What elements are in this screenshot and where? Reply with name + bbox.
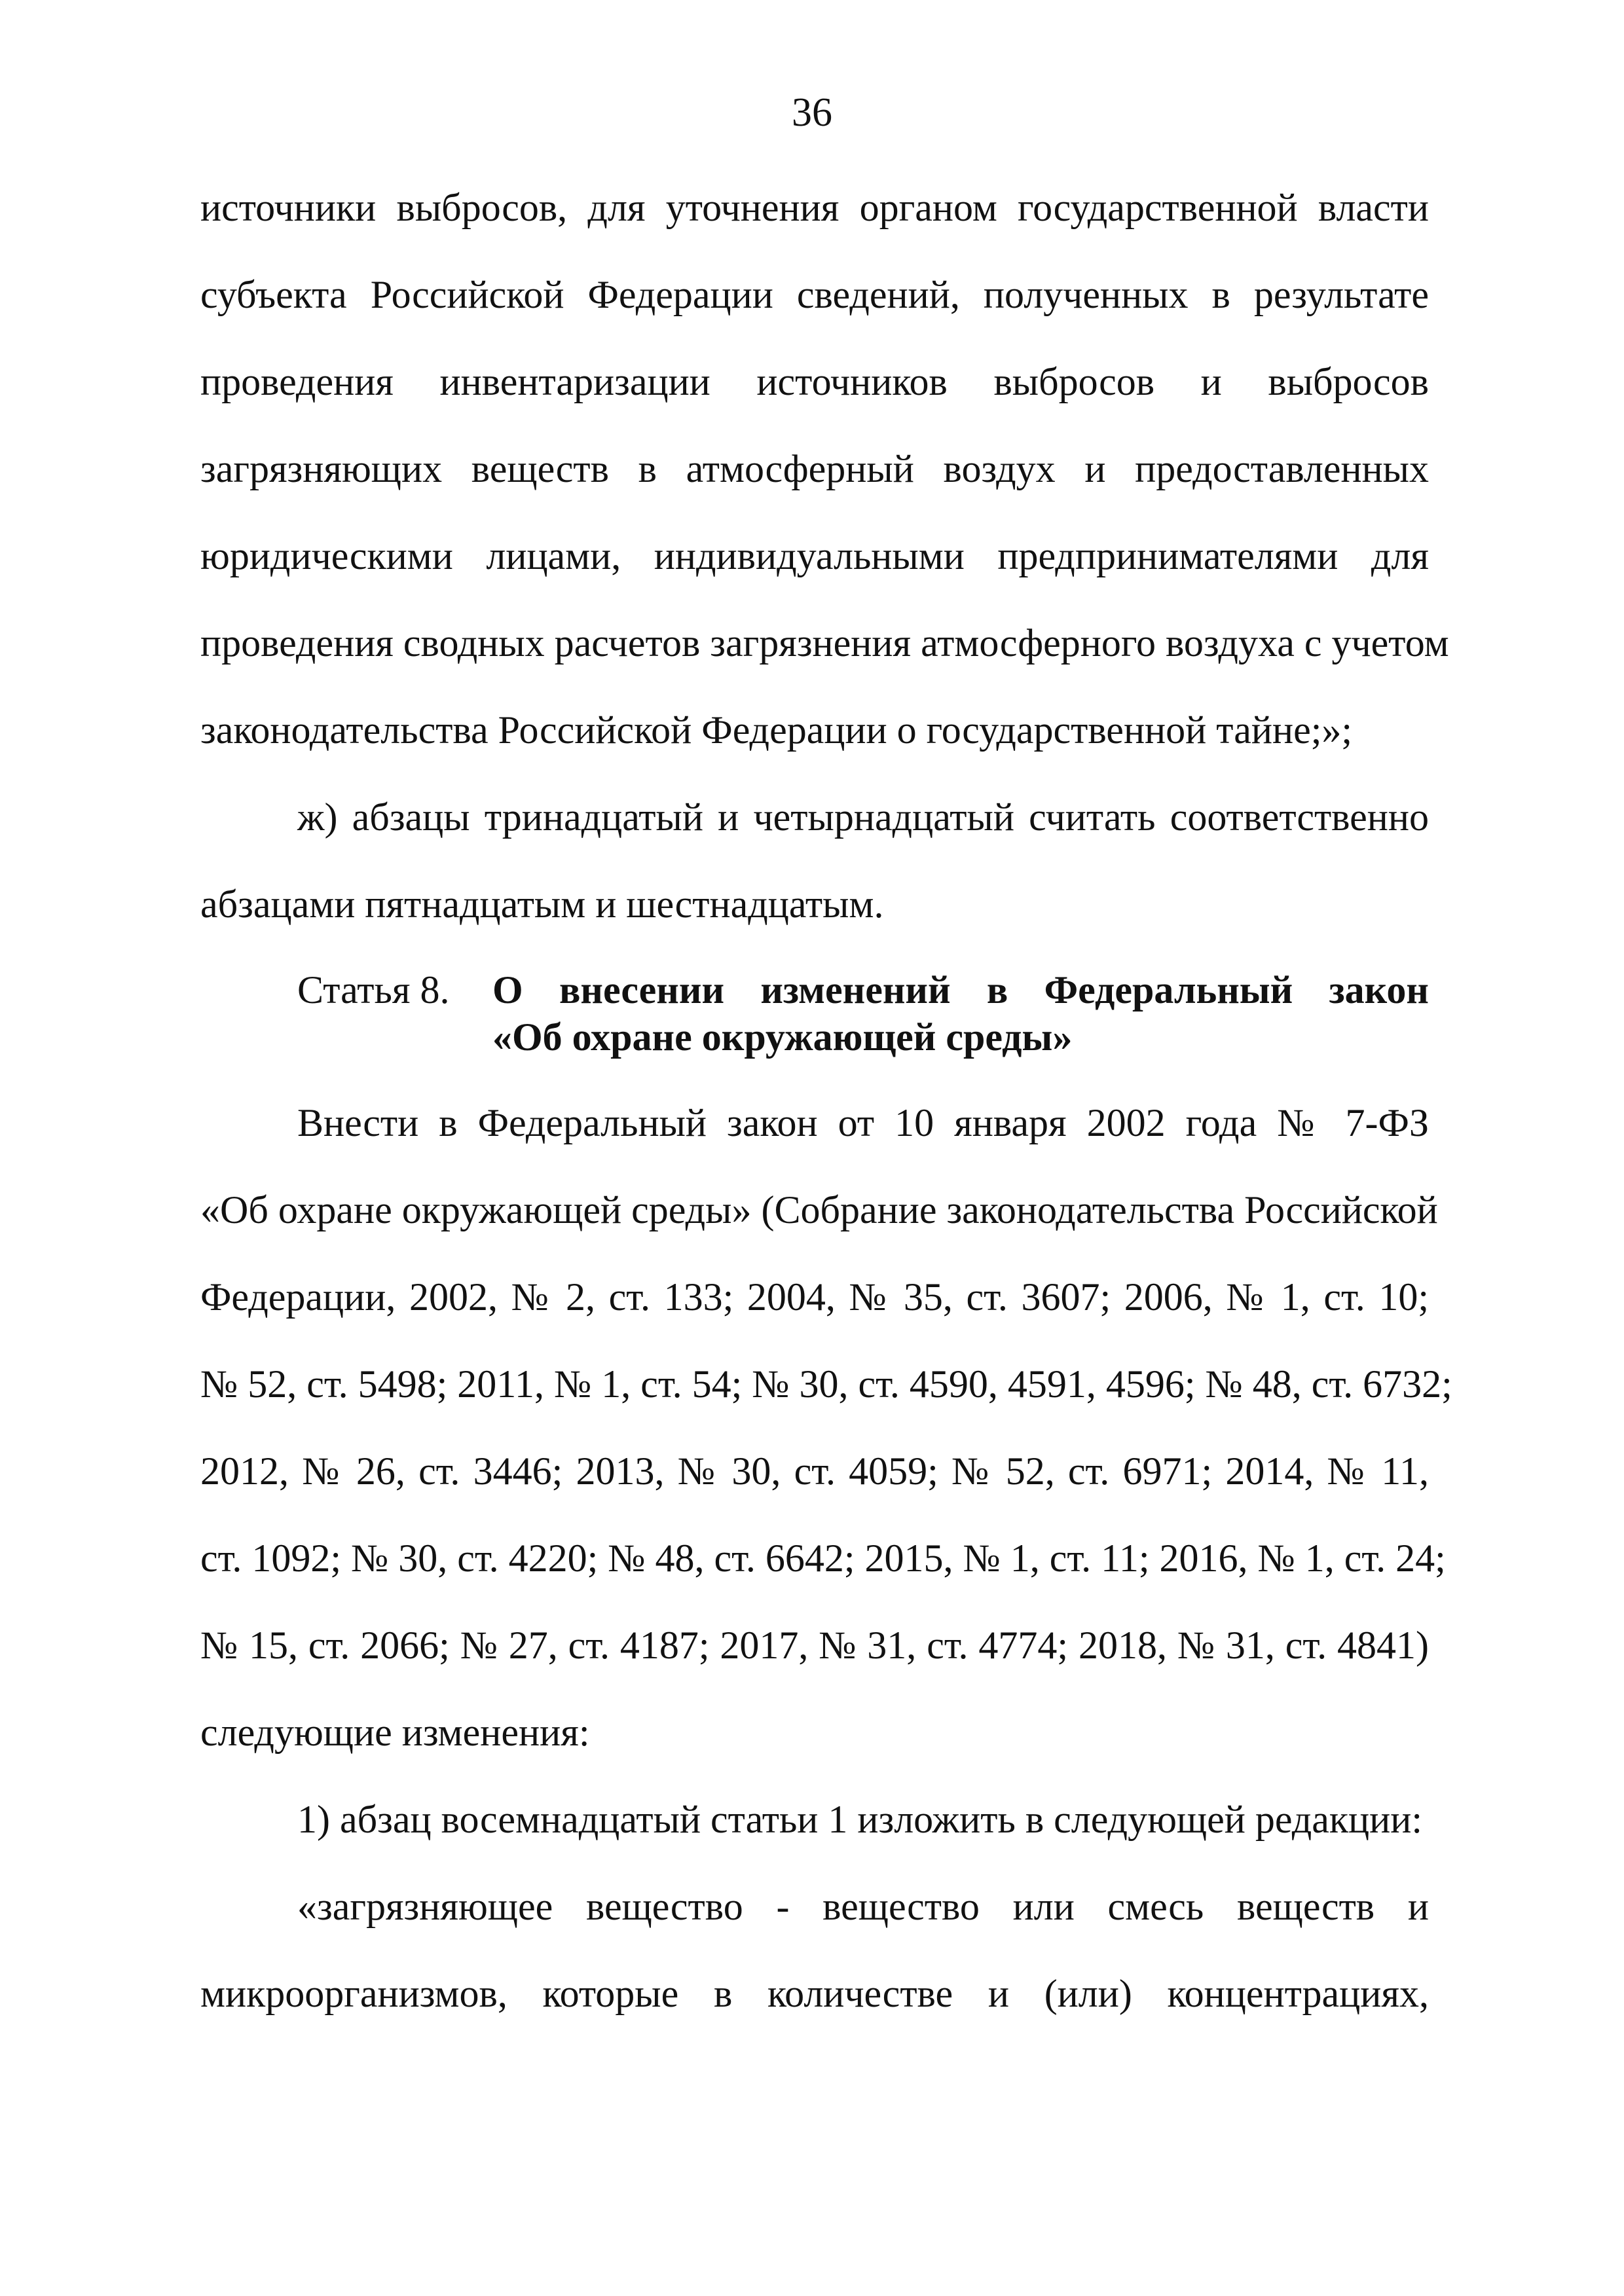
text-line: № 15, ст. 2066; № 27, ст. 4187; 2017, № 31, ст. 4774; 2018, № 31, ст. 4841) (200, 1624, 1429, 1667)
text-line: субъекта Российской Федерации сведений, полученных в результате (200, 273, 1429, 316)
text-line: проведения инвентаризации источников выбросов и выбросов (200, 360, 1429, 403)
text-line: № 52, ст. 5498; 2011, № 1, ст. 54; № 30, ст. 4590, 4591, 4596; № 48, ст. 6732; (200, 1362, 1452, 1406)
text-line: абзацами пятнадцатым и шестнадцатым. (200, 883, 884, 926)
text-line: следующие изменения: (200, 1711, 590, 1754)
text-line: загрязняющих веществ в атмосферный воздух и предоставленных (200, 447, 1429, 490)
text-line: юридическими лицами, индивидуальными предпринимателями для (200, 534, 1429, 577)
text-line: 2012, № 26, ст. 3446; 2013, № 30, ст. 4059; № 52, ст. 6971; 2014, № 11, (200, 1449, 1429, 1493)
text-line: 1) абзац восемнадцатый статьи 1 изложить в следующей редакции: (297, 1798, 1422, 1841)
article-title: О внесении изменений в Федеральный закон (492, 968, 1429, 1011)
article-label: Статья 8. (297, 968, 450, 1011)
text-line: «Об охране окружающей среды» (Собрание законодательства Российской (200, 1188, 1438, 1231)
text-line: ж) абзацы тринадцатый и четырнадцатый считать соответственно (297, 795, 1429, 839)
text-line: «загрязняющее вещество - вещество или смесь веществ и (297, 1885, 1429, 1928)
text-line: проведения сводных расчетов загрязнения атмосферного воздуха с учетом (200, 621, 1449, 665)
text-line: микроорганизмов, которые в количестве и (или) концентрациях, (200, 1972, 1429, 2015)
article-title: «Об охране окружающей среды» (492, 1015, 1073, 1059)
page-number: 36 (792, 90, 832, 135)
text-line: Внести в Федеральный закон от 10 января 2002 года № 7-ФЗ (297, 1101, 1429, 1144)
text-line: источники выбросов, для уточнения органом государственной власти (200, 186, 1429, 229)
text-line: Федерации, 2002, № 2, ст. 133; 2004, № 35, ст. 3607; 2006, № 1, ст. 10; (200, 1275, 1429, 1319)
text-line: ст. 1092; № 30, ст. 4220; № 48, ст. 6642; 2015, № 1, ст. 11; 2016, № 1, ст. 24; (200, 1537, 1446, 1580)
text-line: законодательства Российской Федерации о государственной тайне;»; (200, 708, 1353, 752)
